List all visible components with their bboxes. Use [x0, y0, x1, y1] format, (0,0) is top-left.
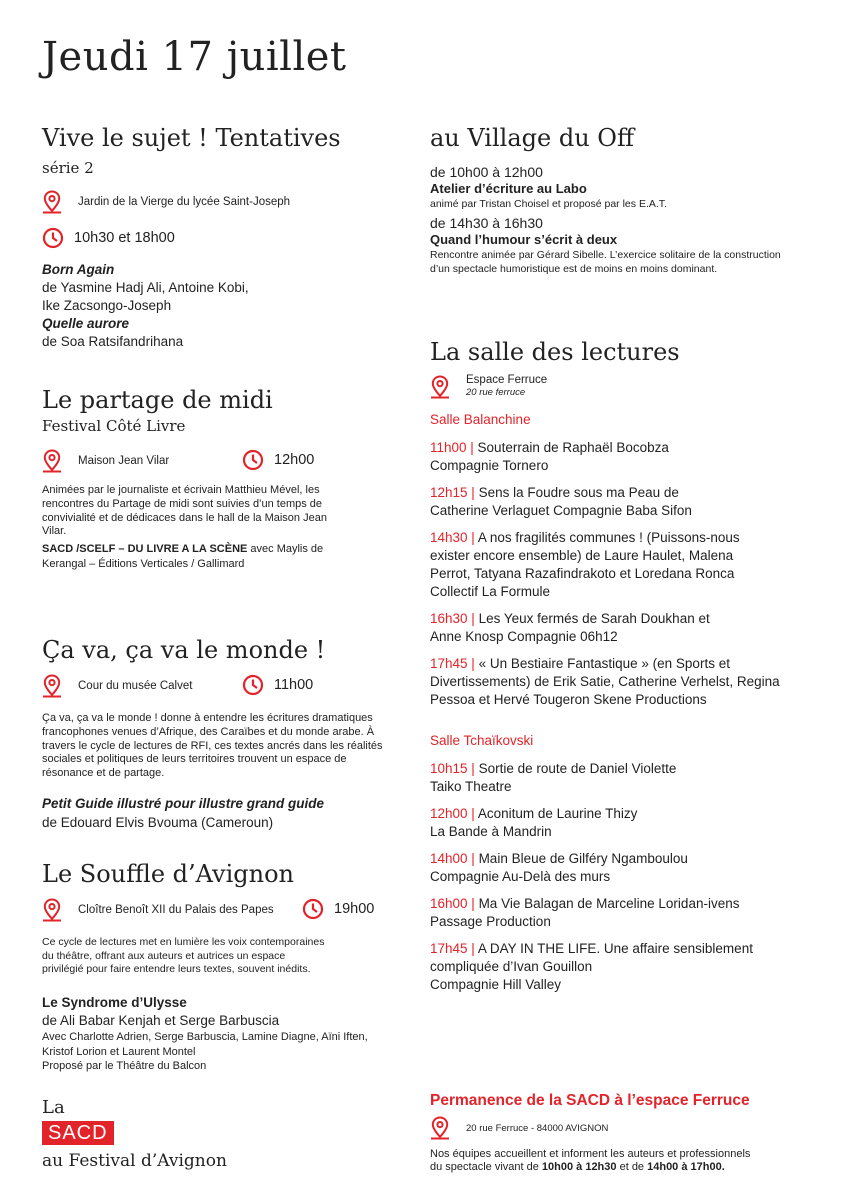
permanence-address: 20 rue Ferruce - 84000 AVIGNON	[466, 1122, 609, 1134]
event-line: SACD /SCELF – DU LIVRE A LA SCÈNE avec Maylis de Kerangal – Éditions Verticales / Gallimard	[42, 543, 324, 570]
program-item	[430, 940, 835, 994]
program-item	[430, 760, 835, 796]
work-author: de Yasmine Hadj Ali, Antoine Kobi,	[42, 280, 249, 295]
program-time: 16h30 |	[430, 611, 475, 626]
program-text: A nos fragilités communes ! (Puissons-nous	[474, 530, 740, 545]
program-text: « Un Bestiaire Fantastique » (en Sports et	[474, 656, 730, 671]
room-name: Salle Tchaïkovski	[430, 733, 534, 748]
section-title: Ça va, ça va le monde !	[42, 636, 326, 664]
program-item	[430, 655, 835, 709]
program-text: Pessoa et Hervé Tougeron Skene Productions	[430, 692, 707, 707]
program-text: Ma Vie Balagan de Marceline Loridan-ivens	[474, 896, 740, 911]
permanence-text: Nos équipes accueillent et informent les auteurs et professionnels du spectacle vivant de 10h00 à 12h30 et de 14h00 à 17h00.	[430, 1148, 751, 1173]
program-text: Collectif La Formule	[430, 584, 551, 599]
program-time: 12h00 |	[430, 806, 475, 821]
work-author: de Ali Babar Kenjah et Serge Barbuscia	[42, 1013, 280, 1028]
permanence-title: Permanence de la SACD à l’espace Ferruce	[430, 1092, 750, 1109]
location-pin-icon	[430, 375, 450, 399]
program-text: Les Yeux fermés de Sarah Doukhan et	[474, 611, 710, 626]
program-text: Sens la Foudre sous ma Peau de	[474, 485, 679, 500]
event-title: Quand l’humour s’écrit à deux	[430, 232, 618, 247]
room-name: Salle Balanchine	[430, 412, 531, 427]
section-title: Vive le sujet ! Tentatives	[42, 124, 341, 152]
work-title: Petit Guide illustré pour illustre grand guide	[42, 796, 325, 811]
room-program	[430, 760, 835, 1003]
work-author: Ike Zacsongo-Joseph	[42, 298, 172, 313]
program-text: Divertissements) de Erik Satie, Catherine Verhelst, Regina	[430, 674, 780, 689]
section-description: Ce cycle de lectures met en lumière les voix contemporaines du théâtre, offrant aux auteurs et autrices un espace privilégié pour faire entendre leurs textes, souvent inédits.	[42, 936, 325, 975]
logo-sacd: SACD	[42, 1121, 114, 1145]
program-item	[430, 850, 835, 886]
program-item	[430, 610, 835, 646]
location-pin-icon	[42, 449, 62, 473]
venue-address: 20 rue ferruce	[466, 387, 526, 398]
clock-icon	[242, 449, 264, 471]
section-title: Le Souffle d’Avignon	[42, 860, 294, 888]
section-title: au Village du Off	[430, 124, 635, 152]
program-item	[430, 484, 835, 520]
section-subtitle: série 2	[42, 159, 94, 177]
program-text: Anne Knosp Compagnie 06h12	[430, 629, 618, 644]
location-pin-icon	[42, 674, 62, 698]
program-text: Compagnie Tornero	[430, 458, 549, 473]
page-title: Jeudi 17 juillet	[42, 34, 347, 80]
logo-festival: au Festival d’Avignon	[42, 1151, 227, 1171]
section-description: Ça va, ça va le monde ! donne à entendre les écritures dramatiques francophones venues d’Afrique, des Caraïbes et du monde arabe. À travers le cycle de lectures de RFI, ces textes ancrés dans les réalités sociales et politiques de leurs territoires trouvent un espace de résonance et de partage.	[42, 712, 383, 780]
program-text: Aconitum de Laurine Thizy	[474, 806, 638, 821]
location-pin-icon	[42, 190, 62, 214]
program-time: 17h45 |	[430, 941, 475, 956]
program-text: A DAY IN THE LIFE. Une affaire sensiblement	[474, 941, 753, 956]
event-time: 10h30 et 18h00	[74, 230, 175, 246]
venue: Maison Jean Vilar	[78, 455, 170, 467]
event-time: 11h00	[274, 677, 314, 693]
program-time: 14h00 |	[430, 851, 475, 866]
program-item	[430, 439, 835, 475]
program-time: 14h30 |	[430, 530, 475, 545]
clock-icon	[42, 227, 64, 249]
section-title: Le partage de midi	[42, 386, 273, 414]
location-pin-icon	[430, 1116, 450, 1140]
sacd-logo	[42, 1098, 227, 1171]
work-author: de Soa Ratsifandrihana	[42, 334, 184, 349]
room-program	[430, 439, 835, 718]
event-time: 12h00	[274, 452, 315, 468]
program-text: Catherine Verlaguet Compagnie Baba Sifon	[430, 503, 692, 518]
location-pin-icon	[42, 898, 62, 922]
program-text: La Bande à Mandrin	[430, 824, 552, 839]
program-item	[430, 805, 835, 841]
event-time: de 14h30 à 16h30	[430, 215, 543, 231]
program-item	[430, 529, 835, 601]
program-text: Main Bleue de Gilféry Ngamboulou	[474, 851, 688, 866]
program-text: Perrot, Tatyana Razafindrakoto et Loredana Ronca	[430, 566, 735, 581]
work-title: Quelle aurore	[42, 316, 130, 331]
program-text: Compagnie Hill Valley	[430, 977, 562, 992]
program-time: 10h15 |	[430, 761, 475, 776]
venue: Cloître Benoît XII du Palais des Papes	[78, 904, 274, 916]
cast-list: Avec Charlotte Adrien, Serge Barbuscia, Lamine Diagne, Aïni Iften, Kristof Lorion et Laurent Montel Proposé par le Théâtre du Balcon	[42, 1031, 368, 1072]
program-text: Taiko Theatre	[430, 779, 512, 794]
logo-la: La	[42, 1097, 65, 1118]
program-time: 17h45 |	[430, 656, 475, 671]
event-desc: Rencontre animée par Gérard Sibelle. L’exercice solitaire de la construction d’un spectacle humoristique est de moins en moins dominant.	[430, 249, 781, 275]
program-time: 16h00 |	[430, 896, 475, 911]
event-title: Atelier d’écriture au Labo	[430, 181, 587, 196]
program-text: Compagnie Au-Delà des murs	[430, 869, 611, 884]
venue: Espace Ferruce	[466, 374, 548, 386]
section-title: La salle des lectures	[430, 338, 680, 366]
section-subtitle: Festival Côté Livre	[42, 417, 186, 435]
program-text: Passage Production	[430, 914, 551, 929]
program-text: exister encore ensemble) de Laure Haulet, Malena	[430, 548, 734, 563]
program-item	[430, 895, 835, 931]
event-time: 19h00	[334, 901, 375, 917]
work-title: Born Again	[42, 262, 115, 277]
work-author: de Edouard Elvis Bvouma (Cameroun)	[42, 815, 274, 830]
program-text: Souterrain de Raphaël Bocobza	[473, 440, 669, 455]
clock-icon	[242, 674, 264, 696]
program-text: Sortie de route de Daniel Violette	[474, 761, 677, 776]
venue: Cour du musée Calvet	[78, 680, 193, 692]
clock-icon	[302, 898, 324, 920]
program-text: compliquée d’Ivan Gouillon	[430, 959, 593, 974]
event-time: de 10h00 à 12h00	[430, 164, 543, 180]
program-time: 11h00 |	[430, 440, 474, 455]
program-time: 12h15 |	[430, 485, 475, 500]
event-desc: animé par Tristan Choisel et proposé par les E.A.T.	[430, 198, 667, 210]
section-description: Animées par le journaliste et écrivain Matthieu Mével, les rencontres du Partage de midi sont suivies d’un temps de convivialité et de dédicaces dans le hall de la Maison Jean Vilar.	[42, 484, 327, 538]
work-title: Le Syndrome d’Ulysse	[42, 995, 187, 1010]
venue: Jardin de la Vierge du lycée Saint-Joseph	[78, 196, 291, 208]
